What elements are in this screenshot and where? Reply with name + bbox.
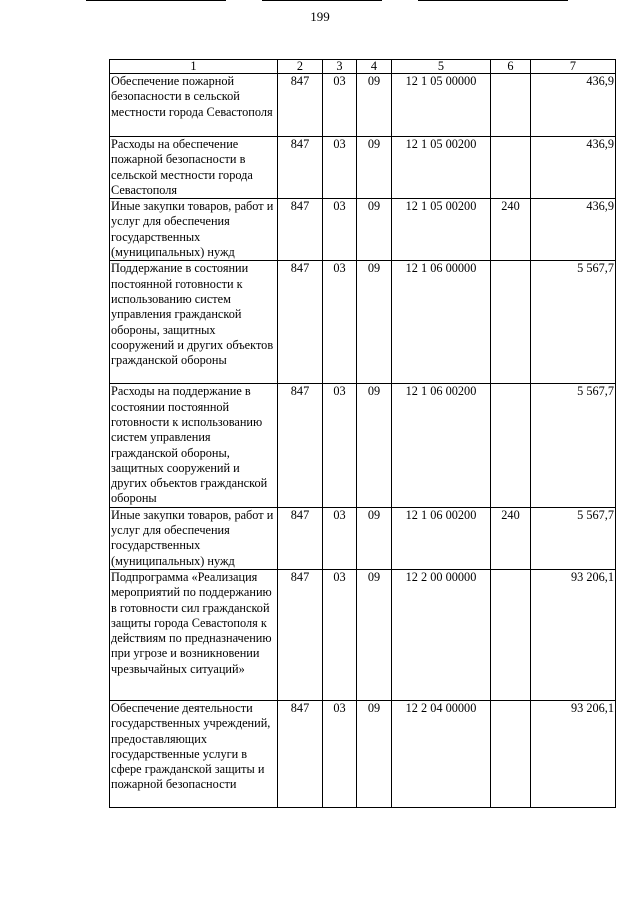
ministry-code: 847 [278,569,323,700]
target-article-code: 12 2 00 00000 [392,569,491,700]
header-row [110,60,616,74]
header-cell-4: 4 [357,60,392,74]
budget-table [109,59,616,808]
ministry-code: 847 [278,137,323,199]
header-cell-7: 7 [531,60,616,74]
subsection-code: 09 [357,507,392,569]
subsection-code: 09 [357,199,392,261]
section-code: 03 [323,199,357,261]
subsection-code: 09 [357,137,392,199]
section-code: 03 [323,507,357,569]
table-row [110,384,616,507]
ministry-code: 847 [278,199,323,261]
ministry-code: 847 [278,384,323,507]
item-name: Обеспечение пожарной безопасности в сельской местности города Севастополя [110,74,278,137]
table-row [110,74,616,137]
amount: 93 206,1 [531,700,616,807]
target-article-code: 12 1 05 00200 [392,199,491,261]
item-name: Обеспечение деятельности государственных учреждений, предоставляющих государственные услуги в сфере гражданской защиты и пожарной безопасности [110,700,278,807]
expense-type-code [491,700,531,807]
header-cell-5: 5 [392,60,491,74]
target-article-code: 12 1 06 00000 [392,261,491,384]
expense-type-code: 240 [491,507,531,569]
table-row [110,700,616,807]
target-article-code: 12 1 06 00200 [392,384,491,507]
section-code: 03 [323,384,357,507]
subsection-code: 09 [357,74,392,137]
subsection-code: 09 [357,569,392,700]
table-row [110,199,616,261]
header-cell-2: 2 [278,60,323,74]
header-cell-3: 3 [323,60,357,74]
top-edge-line-right [418,0,568,1]
table-row [110,507,616,569]
subsection-code: 09 [357,384,392,507]
amount: 436,9 [531,74,616,137]
header-cell-6: 6 [491,60,531,74]
expense-type-code [491,569,531,700]
target-article-code: 12 1 05 00200 [392,137,491,199]
table-row [110,261,616,384]
item-name: Иные закупки товаров, работ и услуг для обеспечения государственных (муниципальных) нужд [110,507,278,569]
header-cell-1: 1 [110,60,278,74]
ministry-code: 847 [278,74,323,137]
subsection-code: 09 [357,700,392,807]
page-number: 199 [310,9,330,24]
expense-type-code [491,137,531,199]
section-code: 03 [323,700,357,807]
top-edge-line-center [262,0,382,1]
item-name: Иные закупки товаров, работ и услуг для обеспечения государственных (муниципальных) нужд [110,199,278,261]
table-row [110,137,616,199]
amount: 5 567,7 [531,384,616,507]
item-name: Поддержание в состоянии постоянной готовности к использованию систем управления гражданской обороны, защитных сооружений и других объектов гражданской обороны [110,261,278,384]
target-article-code: 12 2 04 00000 [392,700,491,807]
section-code: 03 [323,137,357,199]
ministry-code: 847 [278,261,323,384]
amount: 93 206,1 [531,569,616,700]
item-name: Подпрограмма «Реализация мероприятий по поддержанию в готовности сил гражданской защиты города Севастополя к действиям по предназначению при угрозе и возникновении чрезвычайных ситуаций» [110,569,278,700]
item-name: Расходы на обеспечение пожарной безопасности в сельской местности города Севастополя [110,137,278,199]
ministry-code: 847 [278,507,323,569]
ministry-code: 847 [278,700,323,807]
section-code: 03 [323,261,357,384]
section-code: 03 [323,569,357,700]
item-name: Расходы на поддержание в состоянии постоянной готовности к использованию систем управления гражданской обороны, защитных сооружений и других объектов гражданской обороны [110,384,278,507]
amount: 5 567,7 [531,261,616,384]
expense-type-code [491,384,531,507]
expense-type-code [491,74,531,137]
expense-type-code: 240 [491,199,531,261]
target-article-code: 12 1 05 00000 [392,74,491,137]
top-edge-line-left [86,0,226,1]
amount: 436,9 [531,199,616,261]
table-row [110,569,616,700]
amount: 436,9 [531,137,616,199]
target-article-code: 12 1 06 00200 [392,507,491,569]
subsection-code: 09 [357,261,392,384]
expense-type-code [491,261,531,384]
amount: 5 567,7 [531,507,616,569]
section-code: 03 [323,74,357,137]
